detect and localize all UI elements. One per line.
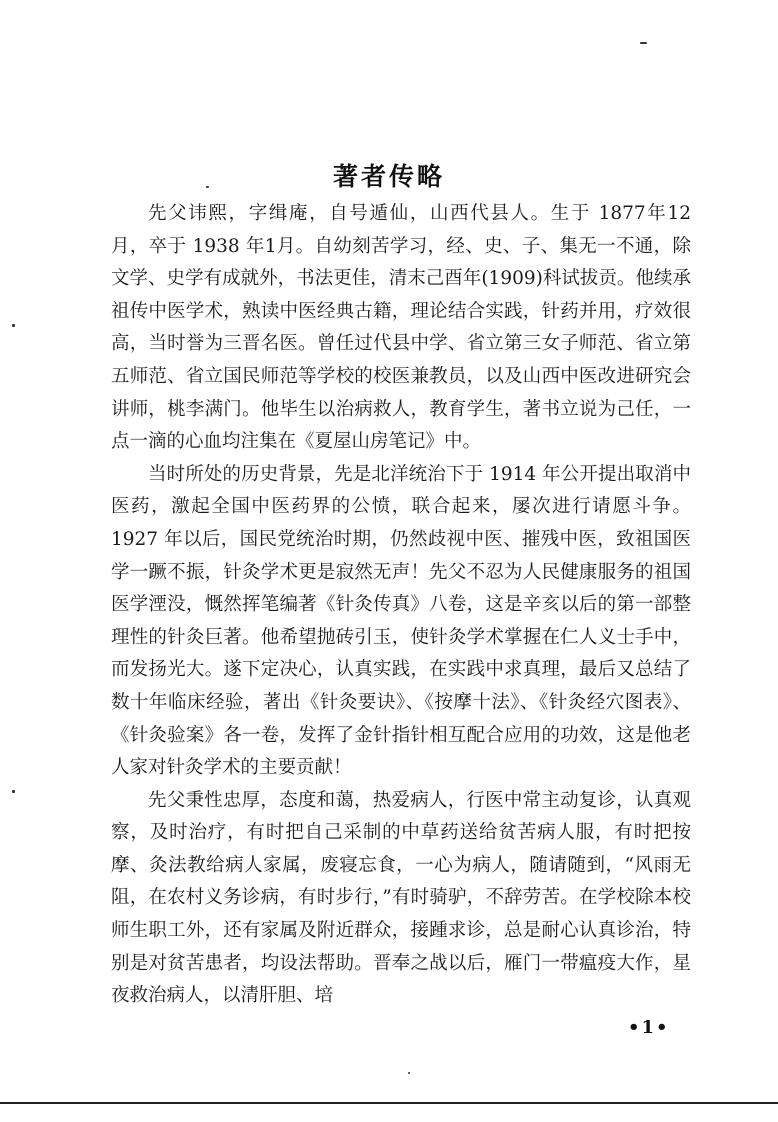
bottom-rule xyxy=(0,1102,778,1104)
page-number: •1• xyxy=(628,1017,670,1038)
scan-speck xyxy=(408,1072,410,1074)
paragraph-3: 先父秉性忠厚，态度和蔼，热爱病人，行医中常主动复诊，认真观察，及时治疗，有时把自己采制的中草药送给贫苦病人服，有时把按摩、灸法教给病人家属，废寝忘食，一心为病人，随请随到，“风雨无阻，在农村义务诊病，有时步行，”有时骑驴，不辞劳苦。在学校除本校师生职工外，还有家属及附近群众，接踵求诊，总是耐心认真诊治，特别是对贫苦患者，均设法帮助。晋奉之战以后，雁门一带瘟疫大作，星夜救治病人，以清肝胆、培 xyxy=(111,789,691,1007)
document-title: 著者传略 xyxy=(332,161,445,191)
scan-speck xyxy=(640,42,647,44)
paragraph-2: 当时所处的历史背景，先是北洋统治下于 1914 年公开提出取消中医药，激起全国中医药界的公愤，联合起来，屡次进行请愿斗争。1927 年以后，国民党统治时期，仍然歧视中医、摧残中医，致祖国医学一蹶不振，针灸学术更是寂然无声！先父不忍为人民健康服务的祖国医学湮没，慨然挥笔编著《针灸传真》八卷，这是辛亥以后的第一部整理性的针灸巨著。他希望抛砖引玉，使针灸学术掌握在仁人义士手中，而发扬光大。遂下定决心，认真实践，在实践中求真理，最后又总结了数十年临床经验，著出《针灸要诀》、《按摩十法》、《针灸经穴图表》、《针灸验案》各一卷，发挥了金针指针相互配合应用的功效，这是他老人家对针灸学术的主要贡献！ xyxy=(111,463,691,779)
document-body xyxy=(111,198,691,1013)
scan-speck xyxy=(206,186,209,188)
scan-speck xyxy=(12,324,15,327)
paragraph-1: 先父讳熙，字缉庵，自号遁仙，山西代县人。生于 1877年12 月，卒于 1938 年1月。自幼刻苦学习，经、史、子、集无一不通，除文学、史学有成就外，书法更佳，清末己酉年(1909)科试拔贡。他续承祖传中医学术，熟读中医经典古籍，理论结合实践，针药并用，疗效很高，当时誉为三晋名医。曾任过代县中学、省立第三女子师范、省立第五师范、省立国民师范等学校的校医兼教员，以及山西中医改进研究会讲师，桃李满门。他毕生以治病救人，教育学生，著书立说为己任，一点一滴的心血均注集在《夏屋山房笔记》中。 xyxy=(111,203,691,453)
scan-speck xyxy=(12,790,15,793)
